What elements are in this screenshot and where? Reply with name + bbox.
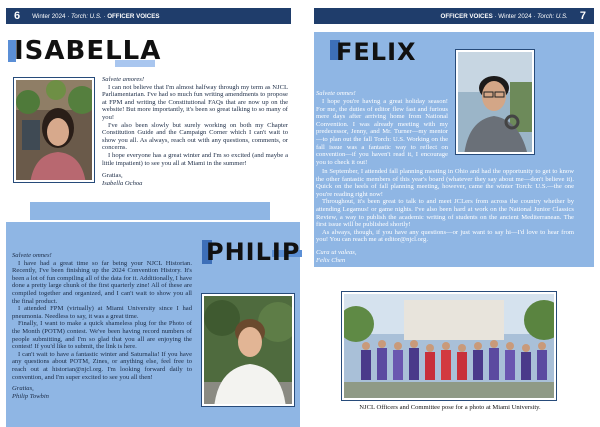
officer-name-isabella: ISABELLA — [14, 36, 162, 66]
philip-letter — [12, 252, 192, 400]
header-text: OFFICER VOICES · Winter 2024 · Torch: U.S. — [440, 12, 568, 20]
paragraph: I attended FPM (virtually) at Miami University since I had pneumonia. Needless to say, it was a great time. — [12, 305, 192, 320]
page-number: 7 — [579, 10, 586, 22]
greeting: Salvete amores! — [102, 76, 145, 83]
greeting: Salvete omnes! — [316, 90, 356, 97]
philip-portrait — [202, 294, 294, 406]
header-text: Winter 2024 · Torch: U.S. · OFFICER VOICES — [32, 12, 160, 20]
paragraph: In September, I attended fall planning meeting in Ohio and had the opportunity to get to know the other fantastic members of this year's board (whatever they say about me—don't believe it). Quick on the heels of fall planning meeting, however, came the winter Torch: U.S.—the one you're reading right now! — [316, 168, 574, 198]
paragraph: I hope everyone has a great winter and I'm so excited (and maybe a little impatient) to see you all at Miami in the summer! — [102, 151, 288, 167]
felix-portrait — [456, 50, 534, 154]
officer-name-philip: PHILIP — [206, 238, 301, 266]
paragraph: As always, though, if you have any questions—or just want to say hi—I'd love to hear from you! You can reach me at editor@njcl.org. — [316, 228, 574, 244]
paragraph: Finally, I want to make a quick shameless plug for the Photo of the Month (POTM) contest. We've been having record numbers of people submitting, and I'm so glad that you all are enjoying the contest! If you'd like to submit, the link is here. — [12, 320, 192, 351]
paragraph: I've also been slowly but surely working on both my Chapter Constitution Guide and the Campaign Corner which I can't wait to show you all. As always, reach out with any questions, comments, or concerns. — [102, 121, 288, 152]
closing: Cura ut valeas, — [316, 248, 357, 256]
paragraph: I can not believe that I'm almost halfway through my term as NJCL Parliamentarian. I've had so much fun writing amendments to propose at FPM and writing the Constitutional FAQs that are now up on the website! But more importantly, it's been so great talking to so many of you! — [102, 83, 288, 121]
paragraph: I can't wait to have a fantastic winter and Saturnalia! If you have any questions about POTM, Zines, or anything else, feel free to reach out at historian@njcl.org. I'm looking forward daily to convention, and I'm super excited to see you all then! — [12, 350, 192, 381]
officer-name-felix: FELIX — [336, 38, 417, 66]
felix-letter-rest — [316, 168, 574, 264]
left-page-header — [6, 8, 291, 24]
paragraph: Throughout, it's been great to talk to and meet JCLers from across the country whether by attending Legamus! or game nights. I've also been hard at work on the National Junior Classics Review, a way to publish the academic writing of students on the ancient Mediterranean. The first issue will be published shortly! — [316, 198, 574, 229]
group-photo-caption: NJCL Officers and Committee pose for a photo at Miami University. — [359, 404, 541, 411]
closing: Gratias, — [12, 385, 34, 393]
isabella-letter — [102, 76, 288, 187]
decorative-bar — [30, 202, 270, 220]
right-page-header — [314, 8, 594, 24]
felix-letter-top — [316, 90, 476, 98]
group-photo — [342, 292, 556, 400]
signature: Felix Chen — [316, 256, 346, 264]
signature: Isabella Ochoa — [102, 179, 143, 187]
paragraph: I have had a great time so far being your NJCL Historian. Recently, I've been finishing up the 2024 Convention History. It's been a lot of fun compiling all of the data for it. Additionally, I have done a pretty large chunk of the first quarterly zine! All of these are compiled together and organized, and I can't wait to show you all the final product. — [12, 259, 192, 305]
signature: Philip Towbin — [12, 392, 49, 400]
greeting: Salvete omnes! — [12, 252, 52, 259]
isabella-portrait — [14, 78, 94, 182]
closing: Gratias, — [102, 172, 123, 180]
page-number: 6 — [14, 10, 21, 22]
felix-paragraph-1: I hope you're having a great holiday season! For me, the duties of editor flew fast and furious mere days after arriving home from National Convention. I was already meeting with my predecessor, Jenny, and Mr. Turner—my mentor—to plan out the fall Torch: U.S. Working on the fall issue was a fantastic way to reflect on convention—if you haven't read it, I encourage you to check it out! — [316, 98, 448, 166]
